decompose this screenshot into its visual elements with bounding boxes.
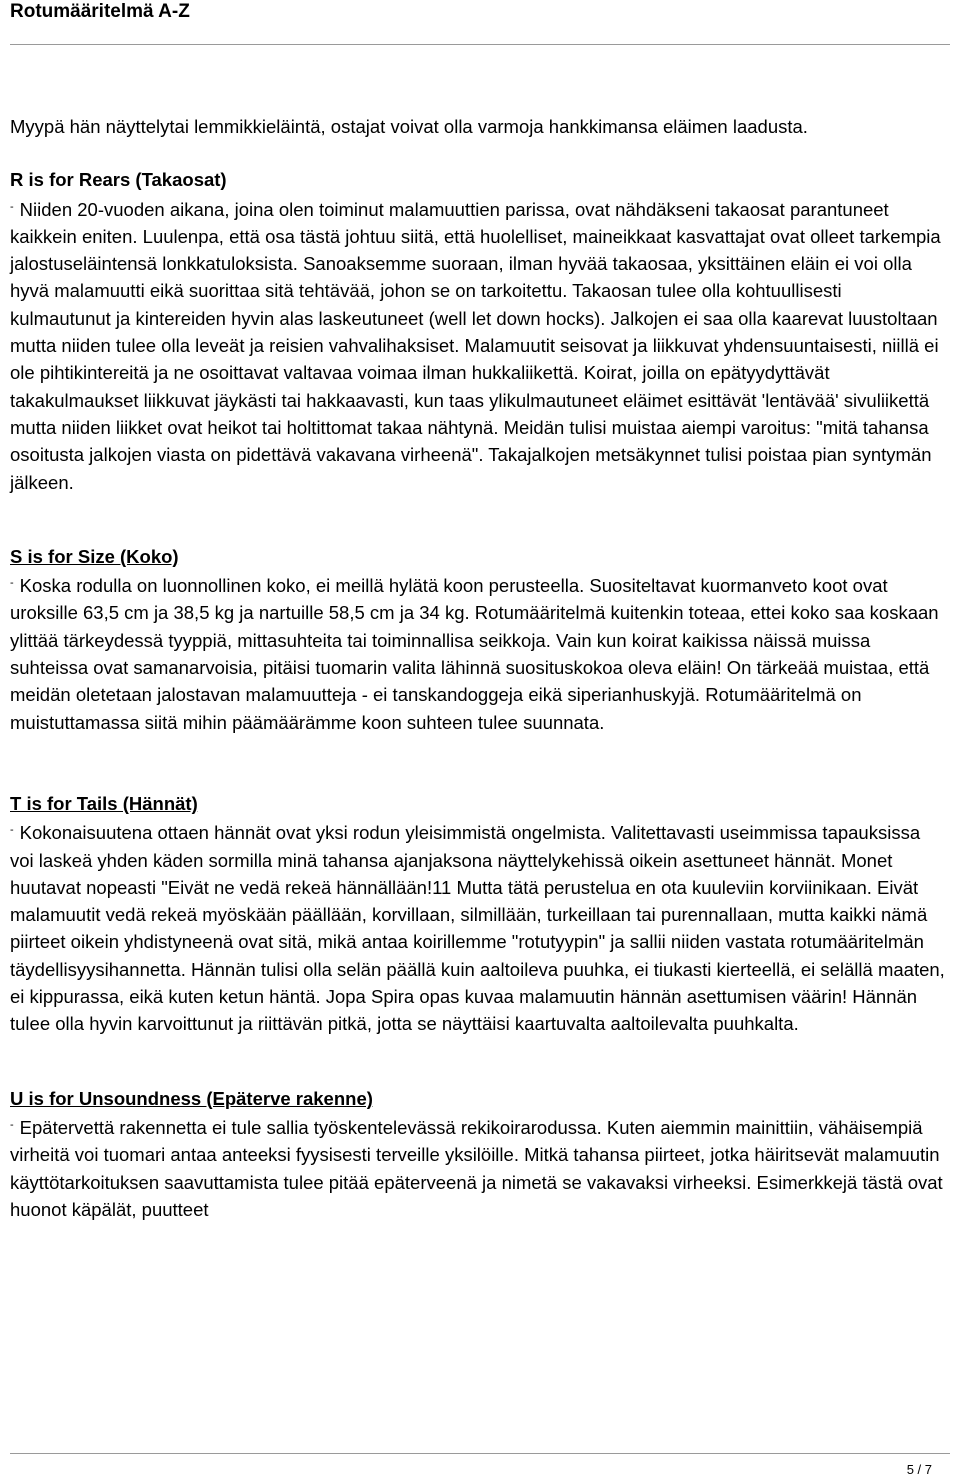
- bullet-dash: -: [10, 577, 14, 590]
- section-size: [10, 543, 946, 736]
- intro-paragraph: Myypä hän näyttelytai lemmikkieläintä, ostajat voivat olla varmoja hankkimansa eläimen laadusta.: [10, 116, 808, 137]
- section-text-unsoundness: [10, 1112, 946, 1223]
- section-body-rears: Niiden 20-vuoden aikana, joina olen toiminut malamuuttien parissa, ovat nähdäkseni takaosat parantuneet kaikkein eniten. Luulenpa, että osa tästä johtuu siitä, että huolelliset, maineikkaat kasvattajat ovat olleet tarkempia jalostuseläintensä lonkkatuloksista. Sanoaksemme suoraan, ilman hyvää takaosaa, yksittäinen eläin ei voi olla hyvä malamuutti eikä suorittaa sitä tehtävää, johon se on tarkoitettu. Takaosan tulee olla kohtuullisesti kulmautunut ja kintereiden hyvin alas laskeutuneet (well let down hocks). Jalkojen ei saa olla kaarevat luustoltaan mutta niiden tulee olla leveät ja reisien vahvalihaksiset. Malamuutit seisovat ja liikkuvat yhdensuuntaisesti, niillä ei ole pihtikintereitä ja ne osoittavat valtavaa voimaa ilman hukkaliikettä. Koirat, joilla on epätyydyttävät takakulmaukset liikkuvat jäykästi tai hakkaavasti, kun taas ylikulmautuneet eläimet esittävät 'lentävää' sivuliikettä mutta niiden liikket ovat heikot tai holtittomat takaa nähtynä. Meidän tulisi muistaa aiempi varoitus: "mitä tahansa osoitusta jalkojen viasta on pidettävä vakavana virheenä". Takajalkojen metsäkynnet tulisi poistaa pian syntymän jälkeen.: [10, 198, 941, 493]
- bullet-dash: -: [10, 200, 14, 213]
- spacer: [10, 736, 946, 790]
- section-tails: [10, 790, 946, 1038]
- document-title: Rotumääritelmä A-Z: [10, 1, 190, 22]
- section-body-unsoundness: Epätervettä rakennetta ei tule sallia työskentelevässä rekikoirarodussa. Kuten aiemmin mainittiin, vähäisempiä virheitä voi tuomari antaa anteeksi fyysisesti terveille yksilöille. Mitkä tahansa piirteet, jotka häiritsevät malamuutin käyttötarkoituksen saavuttamista tulee pitää epäterveenä ja nimetä se vakavaksi virheeksi. Esimerkkejä tästä ovat huonot käpälät, puutteet: [10, 1116, 943, 1220]
- section-heading-tails: T is for Tails (Hännät): [10, 792, 198, 814]
- footer-divider: [10, 1453, 950, 1454]
- spacer: [10, 1038, 946, 1085]
- section-rears: [10, 166, 946, 496]
- bullet-dash: -: [10, 1118, 14, 1131]
- section-body-tails: Kokonaisuutena ottaen hännät ovat yksi rodun yleisimmistä ongelmista. Valitettavasti useimmissa tapauksissa voi laskeä yhden käden sormilla minä tahansa ajanjaksona näyttelykehissä oikein asettuneet hännät. Monet huutavat nopeasti "Eivät ne vedä rekeä hännällään!11 Mutta tätä perustelua en ota kuuleviin korviinikaan. Eivät malamuutit vedä rekeä myöskään päällään, korvillaan, silmillään, turkeillaan tai purennallaan, mutta kaikki nämä piirteet oikein yhdistyneenä ovat sitä, mikä antaa koirillemme "rotutyypin" ja sallii niiden vastata rotumääritelmän täydellisyysihannetta. Hännän tulisi olla selän päällä kuin aaltoileva puuhka, ei tiukasti kierteellä, ei selällä maaten, ei kippurassa, eikä kuten ketun häntä. Jopa Spira opas kuvaa malamuutin hännän asettumisen väärin! Hännän tulee olla hyvin karvoittunut ja riittävän pitkä, jotta se näyttäisi kaartuvalta aaltoilevalta puuhkalta.: [10, 822, 945, 1035]
- spacer: [10, 140, 946, 166]
- section-body-size: Koska rodulla on luonnollinen koko, ei meillä hylätä koon perusteella. Suositeltavat kuormanveto koot ovat uroksille 63,5 cm ja 38,5 kg ja nartuille 58,5 cm ja 34 kg. Rotumääritelmä kuitenkin toteaa, ettei koko saa koskaan ylittää tärkeydessä tyyppiä, mittasuhteita tai toiminnallisa seikkoja. Vain kun koirat kaikissa näissä muissa suhteissa ovat samanarvoisia, pitäisi tuomarin valita lähinnä suosituskokoa oleva eläin! On tärkeää muistaa, että meidän oletetaan jalostavan malamuutteja - ei tanskandoggeja eikä siperianhuskyjä. Rotumääritelmä on muistuttamassa siitä mihin päämäärämme koon suhteen tulee suunnata.: [10, 575, 939, 733]
- page-number: 5 / 7: [906, 1462, 932, 1477]
- spacer: [10, 496, 946, 543]
- section-text-rears: [10, 194, 946, 496]
- section-heading-size: S is for Size (Koko): [10, 545, 179, 567]
- section-heading-unsoundness: U is for Unsoundness (Epäterve rakenne): [10, 1087, 373, 1109]
- bullet-dash: -: [10, 824, 14, 837]
- header-divider: [10, 44, 950, 45]
- section-unsoundness: [10, 1085, 946, 1223]
- document-body: [10, 113, 946, 1223]
- section-text-size: [10, 570, 946, 736]
- section-text-tails: [10, 817, 946, 1037]
- section-heading-rears: R is for Rears (Takaosat): [10, 169, 227, 191]
